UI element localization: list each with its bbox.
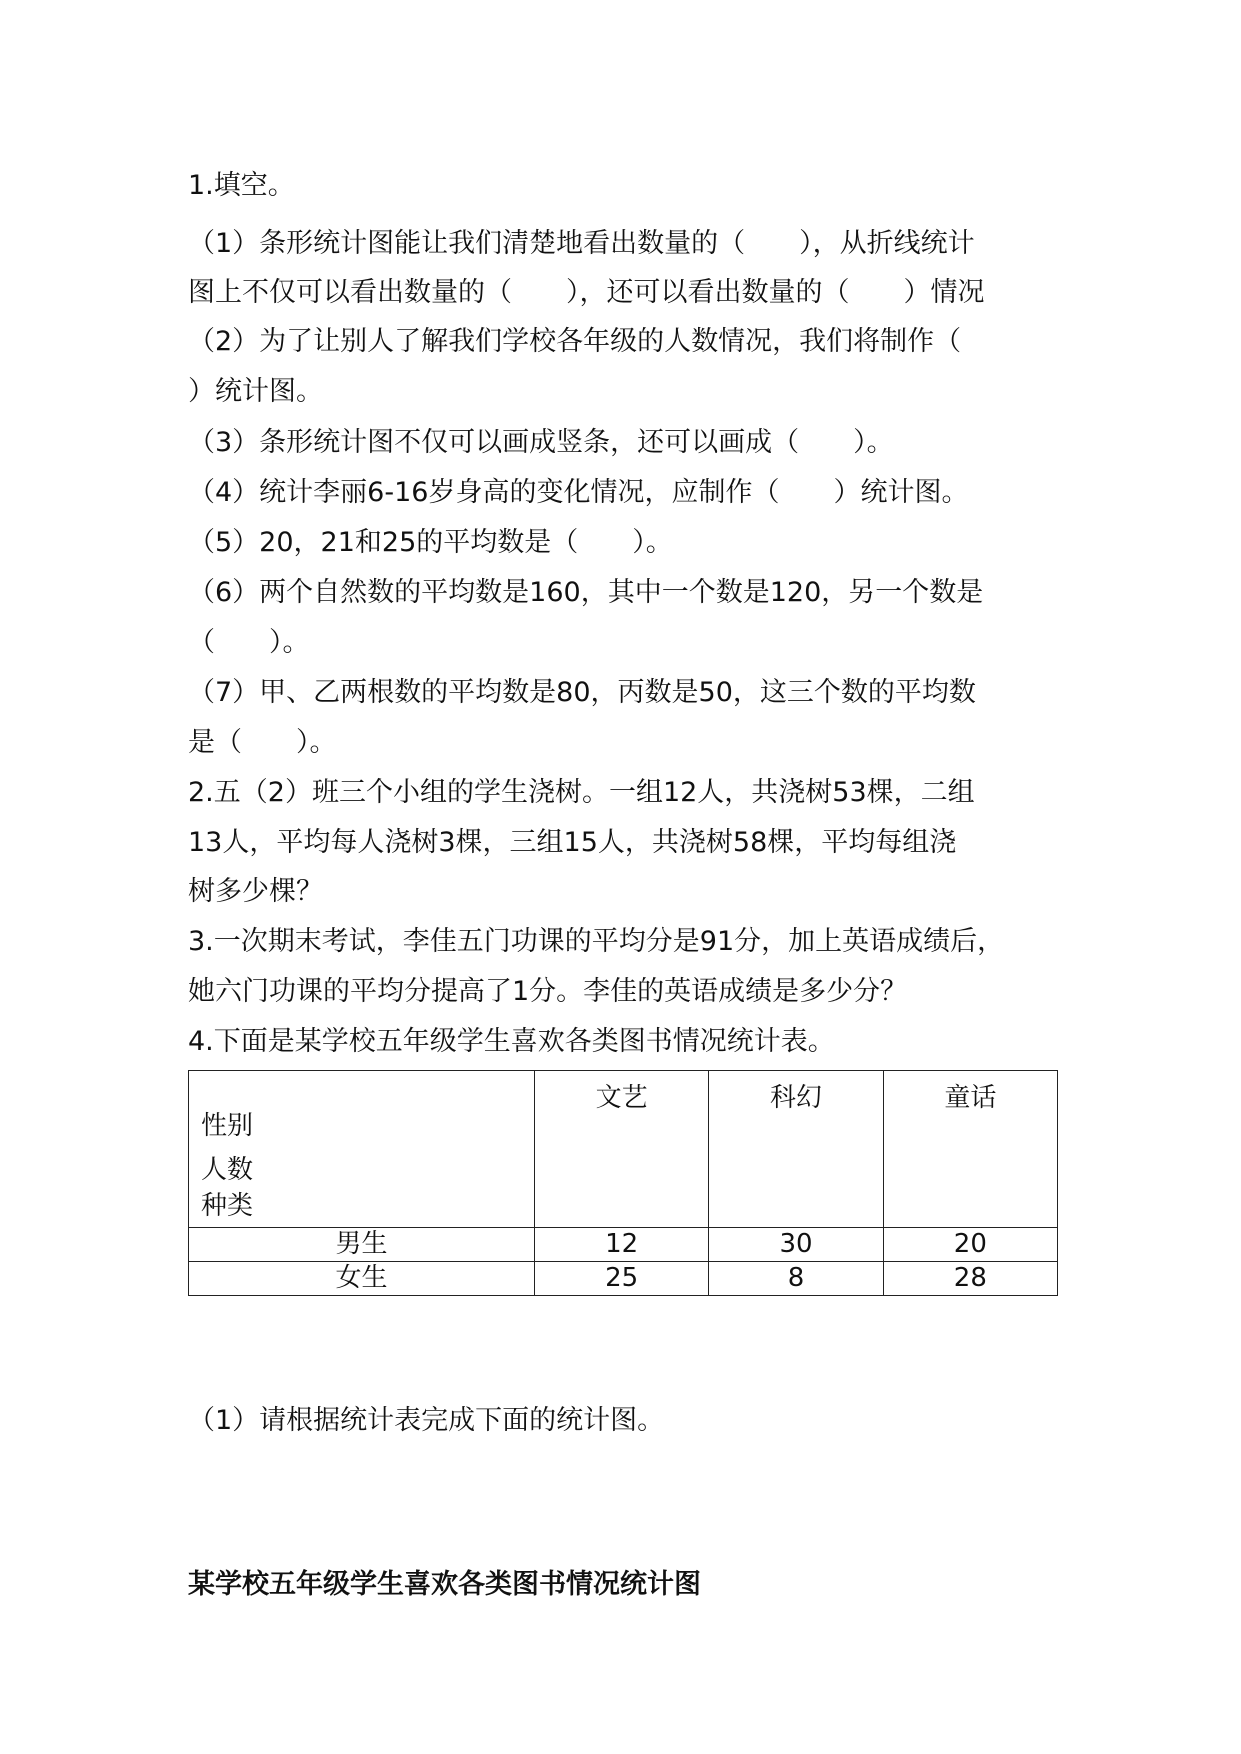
diag-label-count: 人数 [201, 1155, 254, 1185]
q1-6-line-2: （ ）。 [188, 627, 310, 658]
table-cell: 12 [535, 1228, 709, 1262]
q2-line-2: 13人，平均每人浇树3棵，三组15人，共浇树58棵，平均每组浇 [188, 827, 957, 858]
diagonal-header-cell [189, 1071, 535, 1228]
column-header-scifi: 科幻 [709, 1071, 883, 1228]
q1-4: （4）统计李丽6-16岁身高的变化情况，应制作（ ）统计图。 [188, 477, 969, 508]
q2-line-3: 树多少棵？ [188, 876, 323, 907]
q3-line-1: 3.一次期末考试，李佳五门功课的平均分是91分，加上英语成绩后， [188, 926, 1005, 957]
q1-1-line-2: 图上不仅可以看出数量的（ ），还可以看出数量的（ ）情况 [188, 277, 985, 308]
q1-2-line-1: （2）为了让别人了解我们学校各年级的人数情况，我们将制作（ [188, 326, 962, 357]
q3-line-2: 她六门功课的平均分提高了1分。李佳的英语成绩是多少分？ [188, 976, 908, 1007]
q1-7-line-1: （7）甲、乙两根数的平均数是80，丙数是50，这三个数的平均数 [188, 677, 976, 708]
q1-3: （3）条形统计图不仅可以画成竖条，还可以画成（ ）。 [188, 427, 894, 458]
q1-heading: 1.填空。 [188, 170, 295, 201]
table-row [189, 1262, 1058, 1296]
column-header-fairytale: 童话 [883, 1071, 1057, 1228]
diag-label-category: 种类 [201, 1191, 254, 1221]
q1-1-line-1: （1）条形统计图能让我们清楚地看出数量的（ ），从折线统计 [188, 228, 975, 259]
q1-6-line-1: （6）两个自然数的平均数是160，其中一个数是120，另一个数是 [188, 577, 984, 608]
book-preference-table [188, 1070, 1058, 1296]
chart-title: 某学校五年级学生喜欢各类图书情况统计图 [188, 1569, 701, 1600]
q4-sub-question-1: （1）请根据统计表完成下面的统计图。 [188, 1405, 665, 1436]
table-cell: 28 [883, 1262, 1057, 1296]
table-cell: 8 [709, 1262, 883, 1296]
q1-5: （5）20，21和25的平均数是（ ）。 [188, 527, 673, 558]
table-cell: 30 [709, 1228, 883, 1262]
row-label-boys: 男生 [189, 1228, 535, 1262]
q4-heading: 4.下面是某学校五年级学生喜欢各类图书情况统计表。 [188, 1026, 835, 1057]
column-header-literature: 文艺 [535, 1071, 709, 1228]
diag-label-gender: 性别 [201, 1111, 254, 1141]
q1-2-line-2: ）统计图。 [188, 376, 323, 407]
table-cell: 25 [535, 1262, 709, 1296]
table-cell: 20 [883, 1228, 1057, 1262]
row-label-girls: 女生 [189, 1262, 535, 1296]
q1-7-line-2: 是（ ）。 [188, 727, 337, 758]
table-header-row [189, 1071, 1058, 1228]
table-row [189, 1228, 1058, 1262]
q2-line-1: 2.五（2）班三个小组的学生浇树。一组12人，共浇树53棵，二组 [188, 777, 975, 808]
